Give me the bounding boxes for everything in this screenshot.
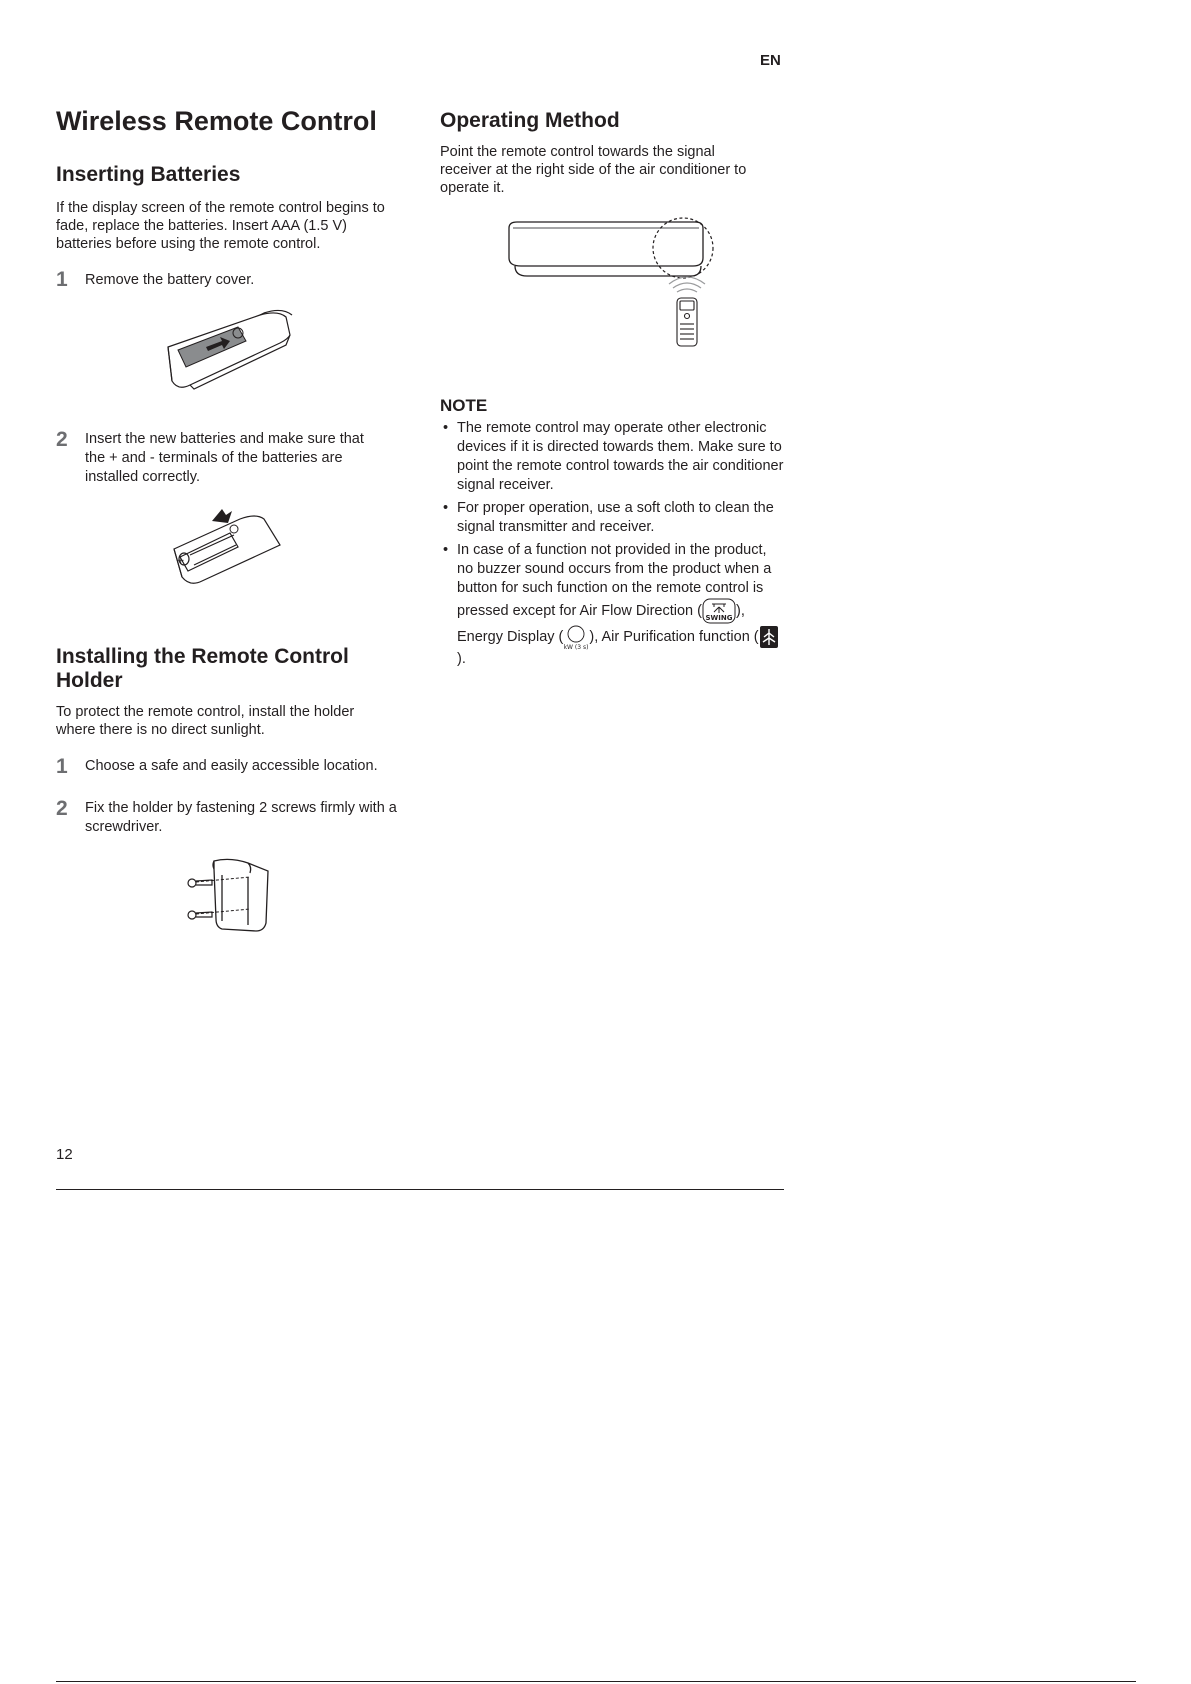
energy-icon-label: kW (3 s) — [563, 644, 589, 651]
step-text: Choose a safe and easily accessible location. — [85, 758, 378, 774]
note-item — [440, 419, 785, 495]
aircon-remote-illustration — [505, 218, 725, 353]
bullet: • — [443, 542, 449, 558]
inserting-batteries-heading: Inserting Batteries — [56, 163, 241, 186]
swing-icon — [702, 598, 736, 624]
bullet: • — [443, 420, 449, 436]
note-item — [440, 499, 785, 537]
inserting-batteries-intro: If the display screen of the remote control begins to fade, replace the batteries. Insert AAA (1.5 V) batteries before using the remote control. — [56, 200, 385, 252]
operating-method-text: Point the remote control towards the signal receiver at the right side of the air conditioner to operate it. — [440, 144, 747, 196]
remote-holder-illustration — [186, 855, 276, 935]
svg-text:+: + — [177, 556, 185, 566]
note-item-text-part: In case of a function not provided in the product, no buzzer sound occurs from the product when a button for such function on the remote control is pressed except for Air Flow Direction ( — [457, 542, 772, 619]
footer-divider — [56, 1189, 784, 1190]
note-list — [440, 419, 785, 673]
note-item-text-part: ), Air Purification function ( — [589, 628, 759, 645]
energy-display-icon — [563, 624, 589, 650]
step-number: 2 — [56, 428, 68, 451]
remove-battery-cover-illustration — [160, 305, 300, 400]
air-purification-icon — [759, 625, 779, 649]
note-item-text-part: ), Energy Display ( — [457, 602, 745, 645]
note-heading: NOTE — [440, 396, 488, 415]
note-item-text-part: ). — [457, 651, 466, 667]
step-text: Remove the battery cover. — [85, 272, 255, 288]
swing-icon-label: SWING — [705, 614, 733, 622]
bullet: • — [443, 500, 449, 516]
step-number: 1 — [56, 755, 68, 778]
installing-holder-heading: Installing the Remote Control Holder — [56, 645, 349, 692]
installing-holder-intro: To protect the remote control, install the holder where there is no direct sunlight. — [56, 704, 355, 738]
step-text: Insert the new batteries and make sure that the + and - terminals of the batteries are installed correctly. — [85, 431, 364, 485]
step-number: 1 — [56, 268, 68, 291]
note-item — [440, 541, 785, 669]
insert-batteries-illustration — [168, 505, 288, 587]
operating-method-heading: Operating Method — [440, 109, 620, 132]
page-title: Wireless Remote Control — [56, 106, 377, 136]
language-label: EN — [760, 52, 781, 69]
note-item-text: The remote control may operate other electronic devices if it is directed towards them. Make sure to point the remote control towards the air conditioner signal receiver. — [457, 420, 784, 493]
note-item-text: For proper operation, use a soft cloth to clean the signal transmitter and receiver. — [457, 500, 774, 535]
step-text: Fix the holder by fastening 2 screws firmly with a screwdriver. — [85, 800, 397, 835]
page-number: 12 — [56, 1146, 73, 1163]
step-number: 2 — [56, 797, 68, 820]
page-bottom-divider — [56, 1681, 1136, 1682]
